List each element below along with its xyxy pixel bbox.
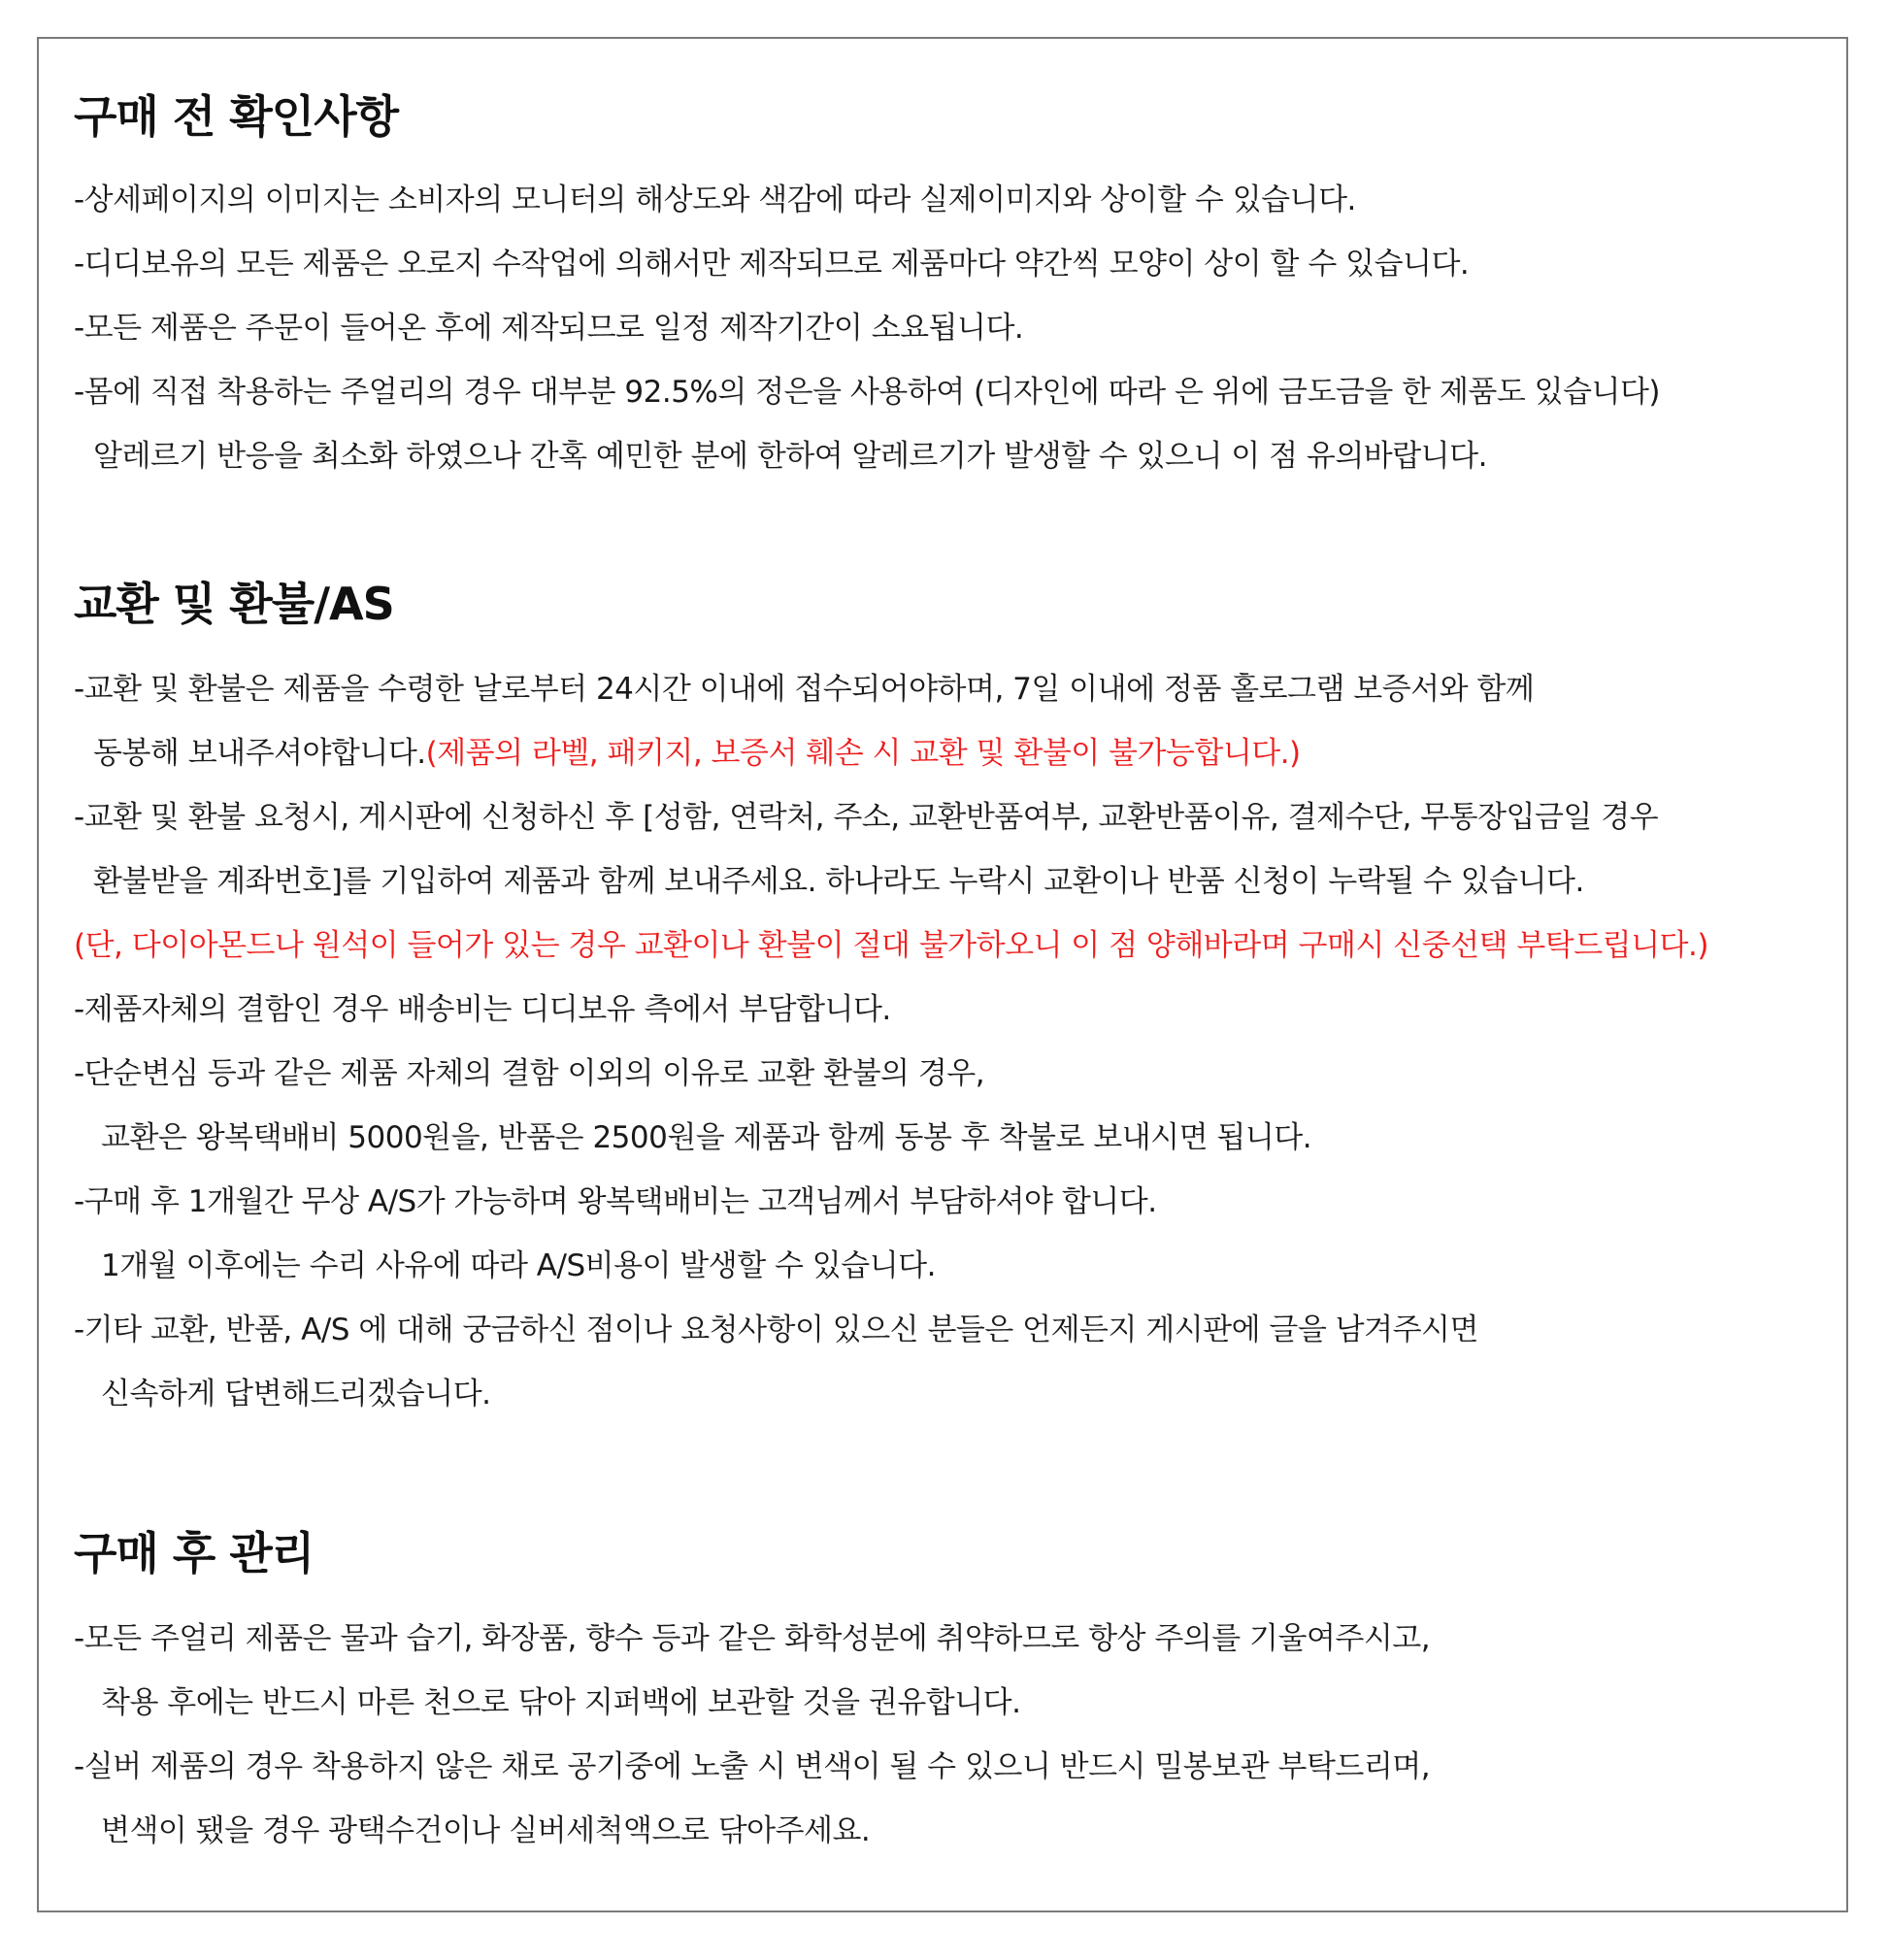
section-title-after-purchase: 구매 후 관리 <box>74 1527 315 1579</box>
notice-line: 환불받을 계좌번호]를 기입하여 제품과 함께 보내주세요. 하나라도 누락시 교환이나 반품 신청이 누락될 수 있습니다. <box>93 864 1584 899</box>
notice-line: 1개월 이후에는 수리 사유에 따라 A/S비용이 발생할 수 있습니다. <box>101 1248 936 1283</box>
notice-line: -상세페이지의 이미지는 소비자의 모니터의 해상도와 색감에 따라 실제이미지와 상이할 수 있습니다. <box>74 183 1356 217</box>
notice-line: -디디보유의 모든 제품은 오로지 수작업에 의해서만 제작되므로 제품마다 약간씩 모양이 상이 할 수 있습니다. <box>74 247 1470 282</box>
notice-line: -실버 제품의 경우 착용하지 않은 채로 공기중에 노출 시 변색이 될 수 있으니 반드시 밀봉보관 부탁드리며, <box>74 1749 1431 1784</box>
section-title-exchange-refund: 교환 및 환불/AS <box>74 578 394 630</box>
notice-line: 알레르기 반응을 최소화 하였으나 간혹 예민한 분에 한하여 알레르기가 발생할 수 있으니 이 점 유의바랍니다. <box>93 439 1487 474</box>
notice-line: -모든 주얼리 제품은 물과 습기, 화장품, 향수 등과 같은 화학성분에 취약하므로 항상 주의를 기울여주시고, <box>74 1621 1431 1656</box>
notice-line: -교환 및 환불은 제품을 수령한 날로부터 24시간 이내에 접수되어야하며, 7일 이내에 정품 홀로그램 보증서와 함께 <box>74 672 1535 707</box>
section-title-before-purchase: 구매 전 확인사항 <box>74 90 399 143</box>
warning-text: (제품의 라벨, 패키지, 보증서 훼손 시 교환 및 환불이 불가능합니다.) <box>425 736 1301 771</box>
notice-line: 교환은 왕복택배비 5000원을, 반품은 2500원을 제품과 함께 동봉 후 착불로 보내시면 됩니다. <box>101 1120 1312 1155</box>
notice-line: -기타 교환, 반품, A/S 에 대해 궁금하신 점이나 요청사항이 있으신 분들은 언제든지 게시판에 글을 남겨주시면 <box>74 1312 1478 1347</box>
notice-line: -단순변심 등과 같은 제품 자체의 결함 이외의 이유로 교환 환불의 경우, <box>74 1056 985 1091</box>
notice-line <box>93 734 1301 773</box>
notice-line: 변색이 됐을 경우 광택수건이나 실버세척액으로 닦아주세요. <box>101 1813 871 1848</box>
notice-line: -몸에 직접 착용하는 주얼리의 경우 대부분 92.5%의 정은을 사용하여 (디자인에 따라 은 위에 금도금을 한 제품도 있습니다) <box>74 375 1661 410</box>
notice-line: -모든 제품은 주문이 들어온 후에 제작되므로 일정 제작기간이 소요됩니다. <box>74 311 1024 346</box>
notice-line: 착용 후에는 반드시 마른 천으로 닦아 지퍼백에 보관할 것을 권유합니다. <box>101 1685 1021 1720</box>
warning-line: (단, 다이아몬드나 원석이 들어가 있는 경우 교환이나 환불이 절대 불가하오니 이 점 양해바라며 구매시 신중선택 부탁드립니다.) <box>74 928 1708 963</box>
notice-line: -교환 및 환불 요청시, 게시판에 신청하신 후 [성함, 연락처, 주소, 교환반품여부, 교환반품이유, 결제수단, 무통장입금일 경우 <box>74 800 1659 835</box>
notice-line-text: 동봉해 보내주셔야합니다. <box>93 736 426 771</box>
notice-line: -구매 후 1개월간 무상 A/S가 가능하며 왕복택배비는 고객님께서 부담하셔야 합니다. <box>74 1184 1157 1219</box>
notice-line: 신속하게 답변해드리겠습니다. <box>101 1377 491 1412</box>
notice-line: -제품자체의 결함인 경우 배송비는 디디보유 측에서 부담합니다. <box>74 992 891 1027</box>
